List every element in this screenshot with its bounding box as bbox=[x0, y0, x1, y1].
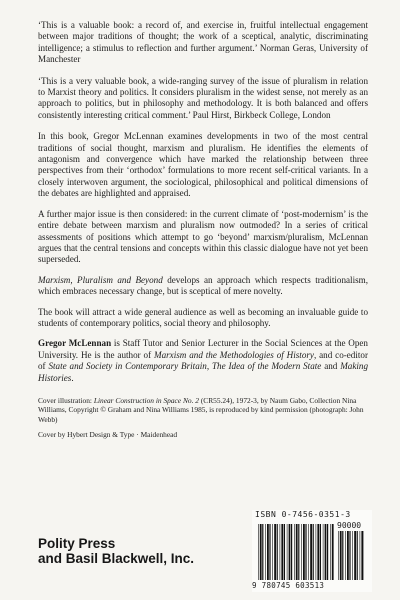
quote-attribution: Paul Hirst, Birkbeck College, London bbox=[192, 109, 331, 120]
back-cover-text bbox=[38, 20, 368, 445]
book-title: Marxism, Pluralism and Beyond bbox=[38, 274, 163, 285]
author-bio: Gregor McLennan is Staff Tutor and Senior Lecturer in the Social Sciences at the Open University. He is the author of Marxism and the Methodologies of History, and co-editor of State and Society in Contemporary Britain, The Idea of the Modern State and Making Histories. bbox=[38, 338, 368, 383]
ean-barcode bbox=[258, 524, 334, 580]
review-quote: ‘This is a valuable book: a record of, and exercise in, fruitful intellectual engagement between major traditions of thought; the work of a sceptical, analytic, discriminating intelligence; a stimulus to reflection and further argument.’ Norman Geras, University of Manchester bbox=[38, 20, 368, 65]
review-quote: ‘This is a very valuable book, a wide-ranging survey of the issue of pluralism in relation to Marxist theory and politics. It considers pluralism in the widest sense, not merely as an approach to politics, but in philosophy and methodology. It is both balanced and offers consistently interesting critical comment.’ Paul Hirst, Birkbeck College, London bbox=[38, 75, 368, 120]
description-paragraph: The book will attract a wide general audience as well as becoming an invaluable guide to students of contemporary politics, social theory and philosophy. bbox=[38, 306, 368, 328]
cover-credit: Cover illustration: Linear Construction in Space No. 2 (CR55.24), 1972-3, by Naum Gabo, Collection Nina Williams, Copyright © Graham and Nina Williams 1985, is reproduced by kind permission (photograph: John Webb) bbox=[38, 395, 364, 424]
cover-design-credit: Cover by Hybert Design & Type · Maidenhead bbox=[38, 429, 178, 439]
isbn-label: ISBN 0-7456-0351-3 bbox=[255, 510, 351, 519]
description-paragraph: A further major issue is then considered: in the current climate of ‘post-modernism’ is the entire debate between marxism and pluralism now outmoded? In a series of critical assessments of positions which attempt to go ‘beyond’ marxism/pluralism, McLennan argues that the central tensions and concepts within this classic dialogue have not yet been superseded. bbox=[38, 208, 368, 265]
author-name: Gregor McLennan bbox=[38, 338, 112, 349]
price-code: 90000 bbox=[337, 521, 362, 530]
publisher-name: Polity Press and Basil Blackwell, Inc. bbox=[38, 536, 195, 566]
description-paragraph: Marxism, Pluralism and Beyond develops an approach which respects traditionalism, which embraces necessary change, but is sceptical of mere novelty. bbox=[38, 274, 368, 297]
description-paragraph: In this book, Gregor McLennan examines developments in two of the most central traditions of social thought, marxism and pluralism. He identifies the elements of antagonism and convergence which have marked the relationship between three perspectives from their ‘orthodox’ formulations to more recent self-critical variants. In a closely interwoven argument, the sociological, philosophical and political dimensions of the debates are highlighted and appraised. bbox=[38, 131, 368, 199]
quote-attribution: Norman Geras, University of Manchester bbox=[38, 42, 368, 65]
ean-number: 9 780745 603513 bbox=[252, 581, 325, 590]
price-barcode bbox=[338, 531, 364, 580]
